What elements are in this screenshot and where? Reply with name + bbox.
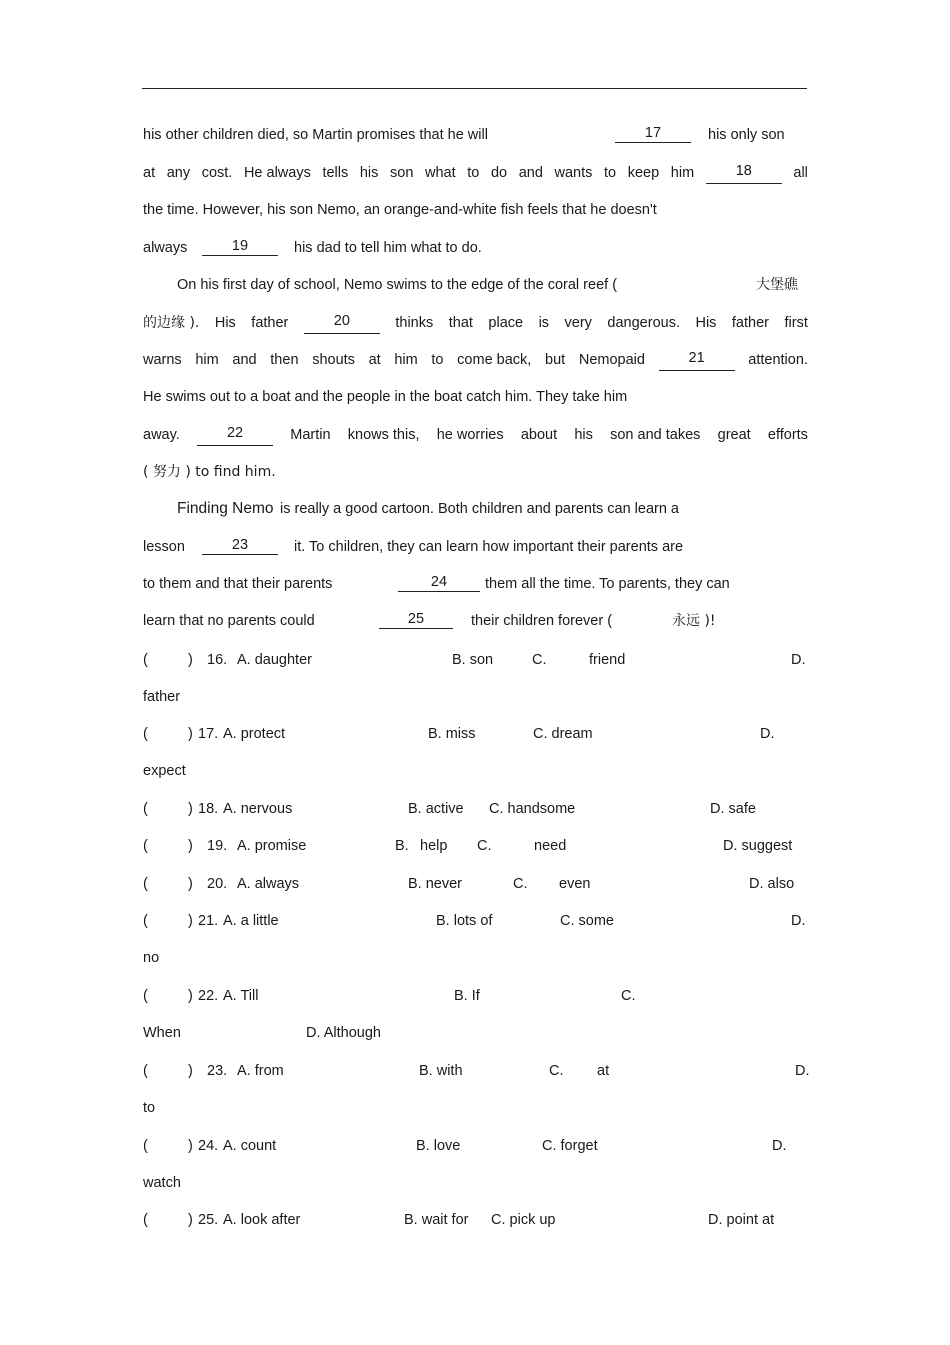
option-a[interactable]: A. Till [223, 988, 259, 1004]
blank-25[interactable]: 25 [379, 610, 453, 629]
option-b[interactable]: B. with [419, 1063, 463, 1079]
question-number: 24. [198, 1138, 219, 1154]
question-24 [143, 1135, 808, 1157]
option-c[interactable]: C. [621, 988, 636, 1004]
word: he worries [436, 427, 504, 443]
blank-22[interactable]: 22 [197, 424, 273, 446]
option-c[interactable]: C. dream [533, 726, 593, 742]
word: cost. [201, 165, 233, 181]
answer-paren-open[interactable]: ( [143, 1212, 148, 1228]
passage-text: their children forever ( [471, 613, 613, 629]
option-c-text: at [597, 1063, 610, 1079]
answer-paren-open[interactable]: ( [143, 1063, 148, 1079]
passage-text: his only son [708, 127, 785, 143]
word: him [394, 352, 418, 368]
option-a[interactable]: A. daughter [237, 652, 312, 668]
word: him [670, 165, 695, 181]
option-c[interactable]: C. some [560, 913, 614, 929]
passage-line-6 [143, 312, 808, 334]
passage-text: On his first day of school, Nemo swims to the edge of the coral reef ( [177, 277, 618, 293]
option-d[interactable]: D. point at [708, 1212, 775, 1228]
passage-line-4 [143, 237, 808, 259]
passage-text: 永远 )! [672, 613, 716, 629]
option-a[interactable]: A. always [237, 876, 300, 892]
answer-paren-close: ) [188, 876, 193, 892]
word: father [731, 315, 769, 331]
word: then [270, 352, 299, 368]
question-23-wrap [143, 1097, 808, 1119]
word: attention. [748, 352, 808, 368]
option-b[interactable]: B. love [416, 1138, 461, 1154]
word: His [214, 315, 236, 331]
question-number: 23. [207, 1063, 228, 1079]
answer-paren-close: ) [188, 838, 193, 854]
passage-line-2 [143, 162, 808, 184]
word: dangerous. [607, 315, 680, 331]
question-number: 16. [207, 652, 228, 668]
option-d[interactable]: D. suggest [723, 838, 793, 854]
option-a[interactable]: A. promise [237, 838, 307, 854]
option-a[interactable]: A. count [223, 1138, 277, 1154]
option-a[interactable]: A. from [237, 1063, 284, 1079]
option-d[interactable]: D. [795, 1063, 810, 1079]
question-16 [143, 649, 808, 671]
word: He always [243, 165, 311, 181]
question-16-wrap [143, 686, 808, 708]
word: great [717, 427, 751, 443]
answer-paren-close: ) [188, 726, 193, 742]
answer-paren-close: ) [188, 1063, 193, 1079]
option-c-text: friend [589, 652, 626, 668]
answer-paren-open[interactable]: ( [143, 913, 148, 929]
word: warns [143, 352, 182, 368]
option-b[interactable]: B. son [452, 652, 494, 668]
option-b[interactable]: B. active [408, 801, 464, 817]
answer-paren-open[interactable]: ( [143, 801, 148, 817]
passage-line-12 [143, 536, 808, 558]
answer-paren-open[interactable]: ( [143, 876, 148, 892]
passage-text: is really a good cartoon. Both children and parents can learn a [280, 501, 679, 517]
word: Martin [290, 427, 331, 443]
passage-line-7 [143, 349, 808, 371]
option-a[interactable]: A. look after [223, 1212, 301, 1228]
option-c[interactable]: C. [513, 876, 528, 892]
question-number: 17. [198, 726, 219, 742]
word: all [793, 165, 808, 181]
word: son [390, 165, 414, 181]
option-a[interactable]: A. protect [223, 726, 286, 742]
option-b[interactable]: B. wait for [404, 1212, 469, 1228]
word: that [448, 315, 473, 331]
word: father [251, 315, 289, 331]
option-b[interactable]: B. If [454, 988, 480, 1004]
question-number: 20. [207, 876, 228, 892]
blank-18[interactable]: 18 [706, 162, 782, 184]
question-number: 25. [198, 1212, 219, 1228]
option-d[interactable]: D. safe [710, 801, 756, 817]
word: wants [554, 165, 593, 181]
word: and [232, 352, 257, 368]
word: come back, [457, 352, 532, 368]
passage-text: his other children died, so Martin promises that he will [143, 127, 488, 143]
question-19 [143, 835, 808, 857]
answer-paren-open[interactable]: ( [143, 652, 148, 668]
option-c[interactable]: C. forget [542, 1138, 598, 1154]
passage-text: learn that no parents could [143, 613, 315, 629]
option-b[interactable]: B. lots of [436, 913, 493, 929]
word: shouts [312, 352, 355, 368]
question-23 [143, 1060, 808, 1082]
option-d-text: expect [143, 763, 186, 779]
word: his [359, 165, 379, 181]
blank-21[interactable]: 21 [659, 349, 735, 371]
word: do [490, 165, 508, 181]
option-d-text: father [143, 689, 181, 705]
passage-text: 大堡礁 [756, 277, 798, 293]
question-18 [143, 798, 808, 820]
question-17-wrap [143, 760, 808, 782]
word: him [195, 352, 219, 368]
option-d-text: watch [143, 1175, 181, 1191]
passage-text: to them and that their parents [143, 576, 333, 592]
word: thinks [395, 315, 434, 331]
option-c[interactable]: C. [532, 652, 547, 668]
blank-24[interactable]: 24 [398, 573, 480, 592]
question-number: 21. [198, 913, 219, 929]
word: son and takes [610, 427, 701, 443]
question-22 [143, 985, 808, 1007]
word: to [431, 352, 444, 368]
option-b[interactable]: B. miss [428, 726, 476, 742]
word: efforts [767, 427, 808, 443]
answer-paren-close: ) [188, 801, 193, 817]
answer-paren-open[interactable]: ( [143, 988, 148, 1004]
blank-19[interactable]: 19 [202, 237, 278, 256]
passage-line-10 [143, 461, 808, 483]
question-22-wrap [143, 1022, 808, 1044]
word: His [695, 315, 717, 331]
answer-paren-close: ) [188, 1212, 193, 1228]
question-number: 19. [207, 838, 228, 854]
option-d[interactable]: D. [760, 726, 775, 742]
passage-line-8 [143, 386, 808, 408]
answer-paren-close: ) [188, 1138, 193, 1154]
word: at [368, 352, 381, 368]
word: but [545, 352, 566, 368]
option-c-text: When [143, 1025, 181, 1041]
passage-line-14 [143, 610, 808, 632]
word: at [143, 165, 156, 181]
word: tells [322, 165, 349, 181]
passage-text: his dad to tell him what to do. [294, 240, 482, 256]
option-b-text: help [420, 838, 448, 854]
passage-text: the time. However, his son Nemo, an orange-and-white fish feels that he doesn't [143, 202, 657, 218]
word: place [488, 315, 524, 331]
passage-text: them all the time. To parents, they can [485, 576, 730, 592]
passage-text: lesson [143, 539, 185, 555]
option-d[interactable]: D. [791, 652, 806, 668]
passage-text: it. To children, they can learn how important their parents are [294, 539, 684, 555]
word: knows this, [347, 427, 420, 443]
header-rule [142, 88, 807, 89]
word: very [564, 315, 592, 331]
blank-17[interactable]: 17 [615, 124, 691, 143]
word: is [538, 315, 550, 331]
option-c[interactable]: C. [549, 1063, 564, 1079]
word: any [166, 165, 191, 181]
answer-paren-open[interactable]: ( [143, 838, 148, 854]
answer-paren-open[interactable]: ( [143, 726, 148, 742]
word: what [425, 165, 456, 181]
word: first [784, 315, 808, 331]
option-c-text: need [534, 838, 567, 854]
passage-text: He swims out to a boat and the people in the boat catch him. They take him [143, 389, 628, 405]
question-24-wrap [143, 1172, 808, 1194]
word: Nemopaid [578, 352, 645, 368]
word: his [574, 427, 593, 443]
passage-text: ( 努力 ) to find him. [143, 464, 276, 480]
word: and [518, 165, 543, 181]
option-a[interactable]: A. nervous [223, 801, 293, 817]
word: to [467, 165, 480, 181]
word: 的边缘 ). [143, 315, 200, 331]
option-d[interactable]: D. Although [306, 1025, 381, 1041]
passage-text: always [143, 240, 188, 256]
passage-line-13 [143, 573, 808, 595]
question-21 [143, 910, 808, 932]
question-25 [143, 1209, 808, 1231]
passage-line-3 [143, 199, 808, 221]
option-d[interactable]: D. [791, 913, 806, 929]
option-d[interactable]: D. [772, 1138, 787, 1154]
option-d-text: to [143, 1100, 156, 1116]
passage-line-1 [143, 124, 808, 146]
passage-line-9 [143, 424, 808, 446]
question-17 [143, 723, 808, 745]
answer-paren-open[interactable]: ( [143, 1138, 148, 1154]
question-number: 22. [198, 988, 219, 1004]
option-d-text: no [143, 950, 160, 966]
option-c-text: even [559, 876, 591, 892]
option-c[interactable]: C. handsome [489, 801, 576, 817]
option-c[interactable]: C. pick up [491, 1212, 556, 1228]
question-21-wrap [143, 947, 808, 969]
question-number: 18. [198, 801, 219, 817]
option-b[interactable]: B. [395, 838, 409, 854]
option-b[interactable]: B. never [408, 876, 462, 892]
word: away. [143, 427, 180, 443]
answer-paren-close: ) [188, 913, 193, 929]
cartoon-title: Finding Nemo [177, 500, 274, 517]
blank-23[interactable]: 23 [202, 536, 278, 555]
option-d[interactable]: D. also [749, 876, 795, 892]
answer-paren-close: ) [188, 988, 193, 1004]
option-c[interactable]: C. [477, 838, 492, 854]
option-a[interactable]: A. a little [223, 913, 279, 929]
question-20 [143, 873, 808, 895]
word: about [520, 427, 558, 443]
answer-paren-close: ) [188, 652, 193, 668]
blank-20[interactable]: 20 [304, 312, 380, 334]
passage-line-11 [143, 498, 808, 520]
passage-line-5 [143, 274, 808, 296]
word: to [604, 165, 617, 181]
word: keep [627, 165, 660, 181]
